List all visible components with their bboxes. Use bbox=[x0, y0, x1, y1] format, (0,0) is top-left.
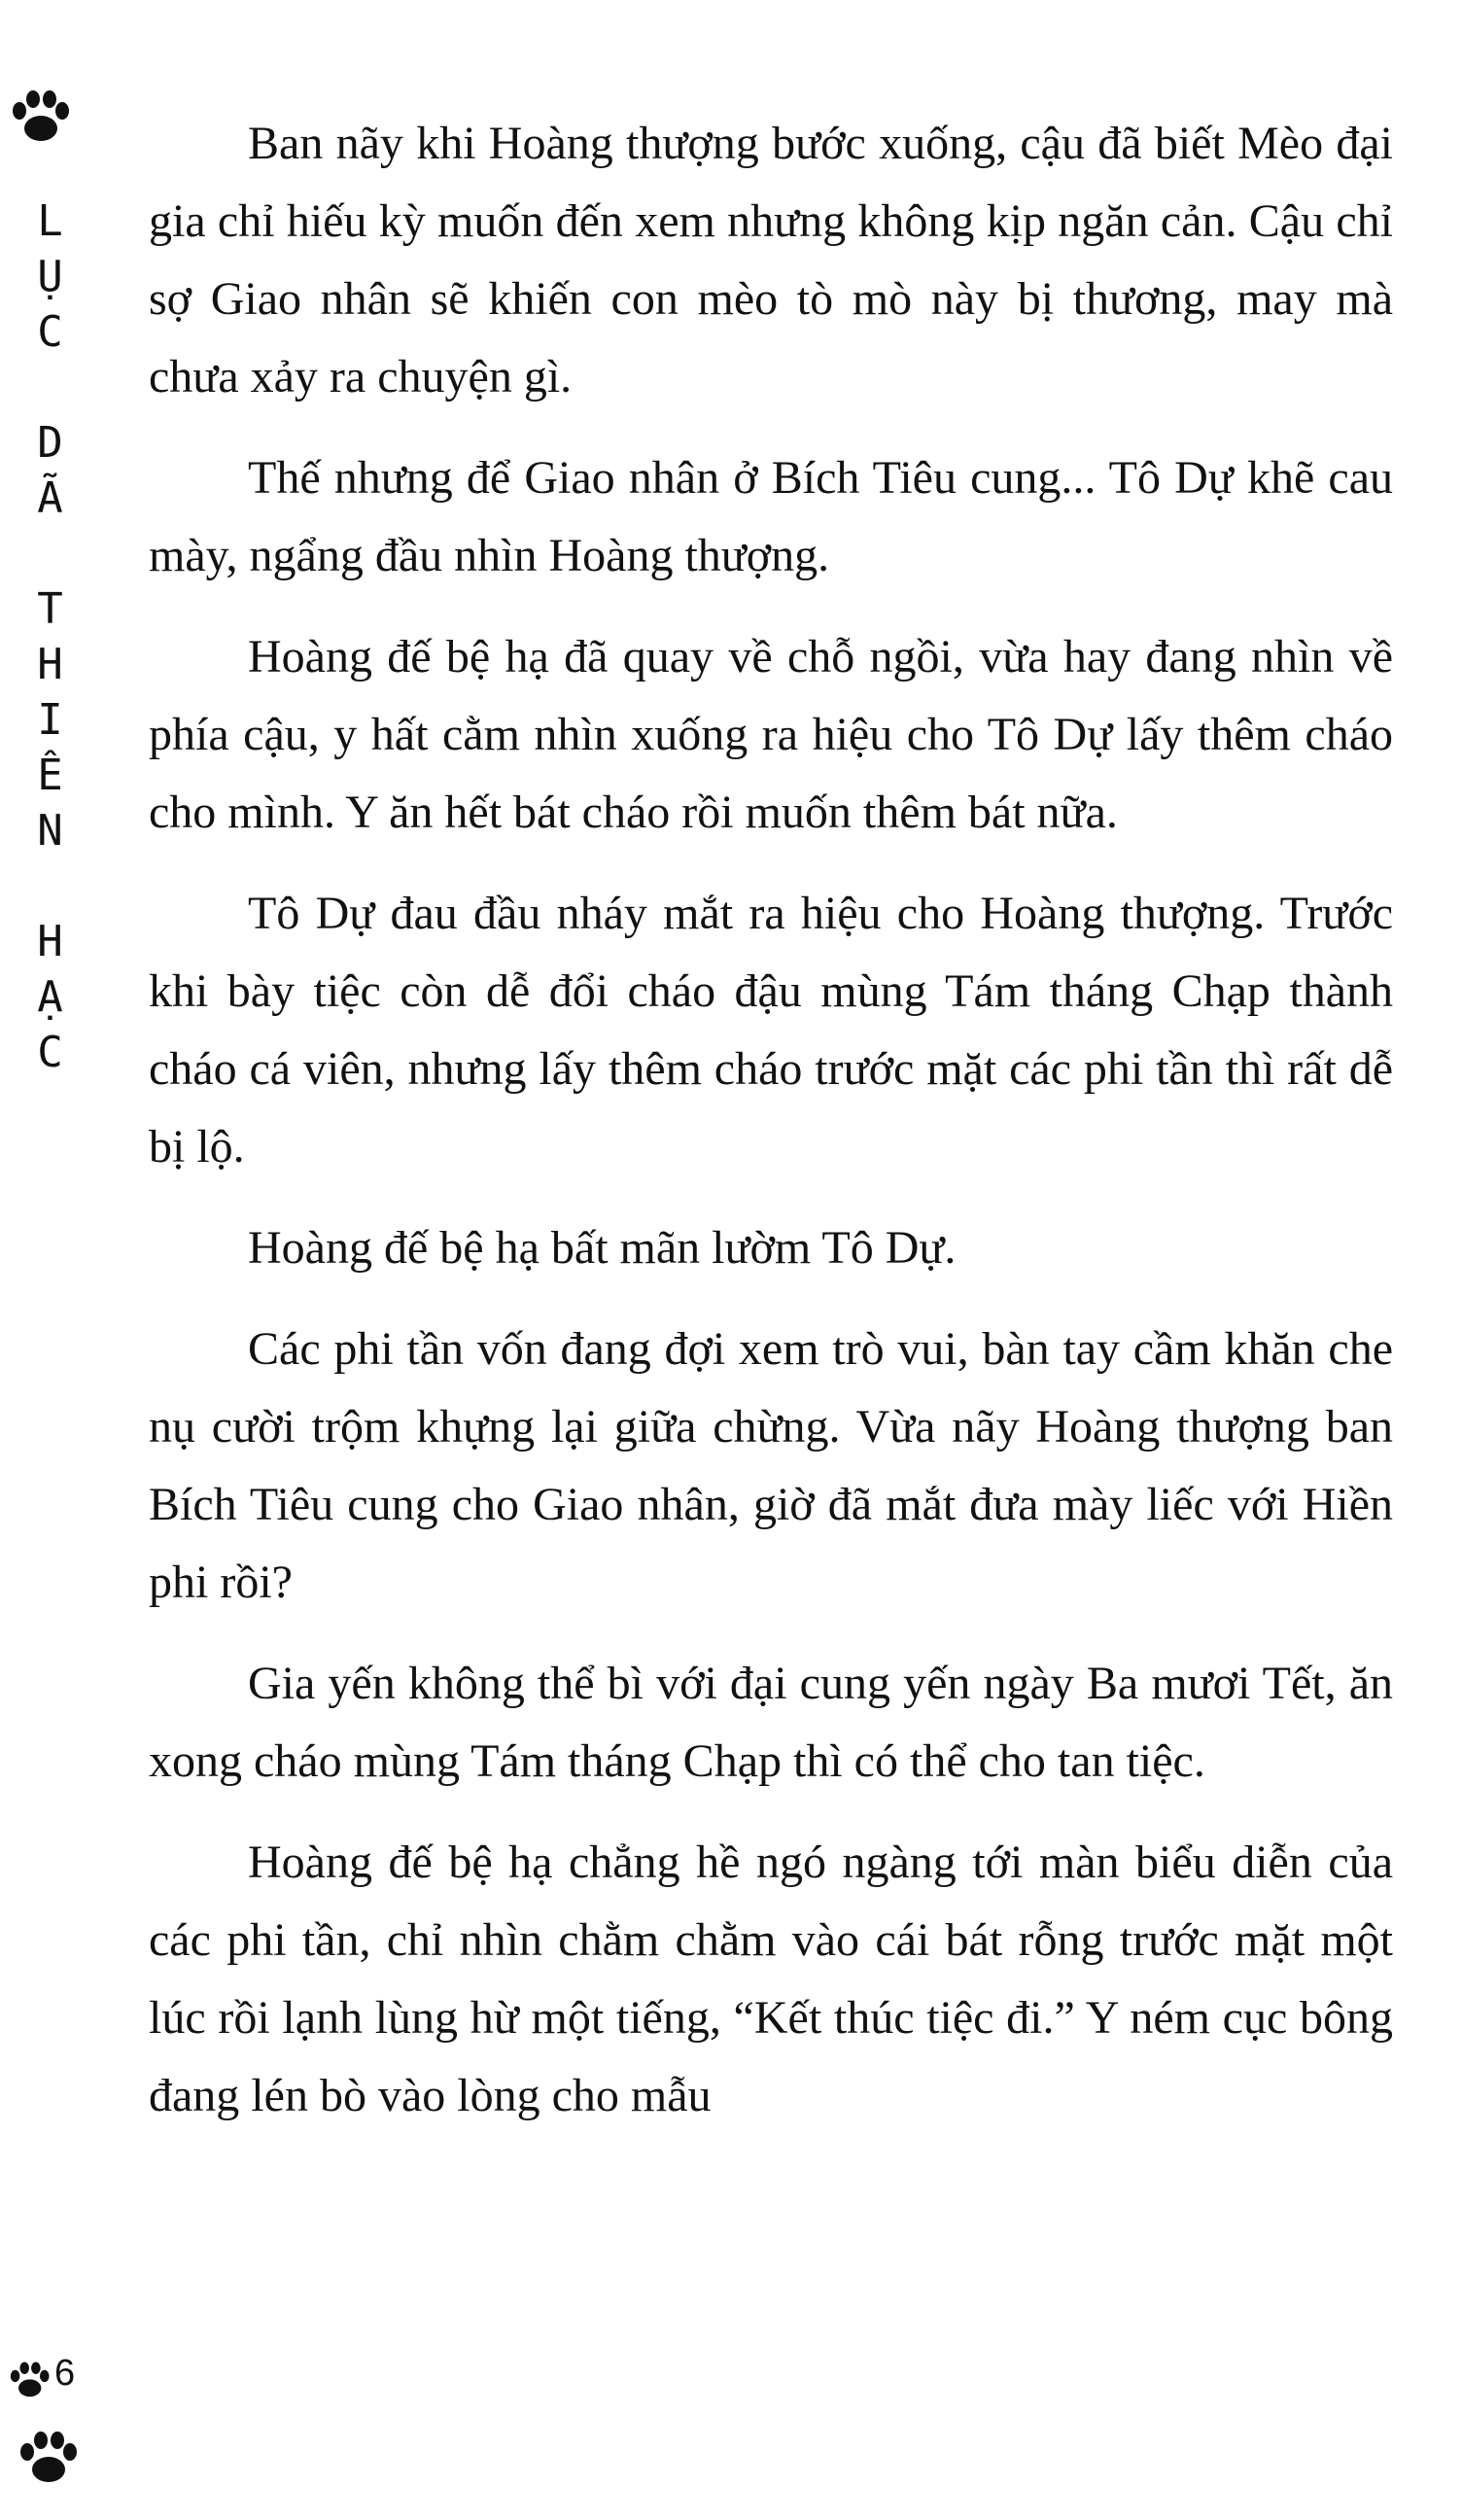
paw-print-icon bbox=[14, 2421, 82, 2489]
paragraph: Hoàng đế bệ hạ bất mãn lườm Tô Dự. bbox=[248, 1222, 957, 1274]
paragraph: Hoàng đế bệ hạ chẳng hề ngó ngàng tới màn biểu diễn của các phi tần, chỉ nhìn chằm chằm vào cái bát rỗng trước mặt một lúc rồi lạnh lùng hừ một tiếng, “Kết thúc tiệc đi.” Y ném cục bông đang lén bò vào lòng cho mẫu bbox=[149, 1837, 1393, 2121]
paw-print-icon bbox=[6, 2355, 52, 2401]
running-header bbox=[6, 80, 95, 1083]
page-footer bbox=[0, 2353, 117, 2508]
paragraph: Ban nãy khi Hoàng thượng bước xuống, cậu đã biết Mèo đại gia chỉ hiếu kỳ muốn đến xem nhưng không kịp ngăn cản. Cậu chỉ sợ Giao nhân sẽ khiến con mèo tò mò này bị thương, may mà chưa xảy ra chuyện gì. bbox=[149, 118, 1393, 402]
paragraph: Hoàng đế bệ hạ đã quay về chỗ ngồi, vừa hay đang nhìn về phía cậu, y hất cằm nhìn xuống ra hiệu cho Tô Dự lấy thêm cháo cho mình. Y ăn hết bát cháo rồi muốn thêm bát nữa. bbox=[149, 631, 1393, 838]
running-header-title: LỤC DÃ THIÊN HẠC bbox=[25, 196, 75, 1083]
body-text bbox=[149, 105, 1393, 2158]
paw-print-icon bbox=[6, 80, 74, 148]
paragraph: Gia yến không thể bì với đại cung yến ngày Ba mươi Tết, ăn xong cháo mùng Tám tháng Chạp thì có thể cho tan tiệc. bbox=[149, 1658, 1393, 1787]
paragraph: Các phi tần vốn đang đợi xem trò vui, bàn tay cầm khăn che nụ cười trộm khựng lại giữa chừng. Vừa nãy Hoàng thượng ban Bích Tiêu cung cho Giao nhân, giờ đã mắt đưa mày liếc với Hiền phi rồi? bbox=[149, 1323, 1393, 1608]
page-number: 6 bbox=[54, 2353, 76, 2394]
paragraph: Tô Dự đau đầu nháy mắt ra hiệu cho Hoàng thượng. Trước khi bày tiệc còn dễ đổi cháo đậu mùng Tám tháng Chạp thành cháo cá viên, nhưng lấy thêm cháo trước mặt các phi tần thì rất dễ bị lộ. bbox=[149, 888, 1393, 1172]
paragraph: Thế nhưng để Giao nhân ở Bích Tiêu cung... Tô Dự khẽ cau mày, ngẩng đầu nhìn Hoàng thượng. bbox=[149, 452, 1393, 581]
